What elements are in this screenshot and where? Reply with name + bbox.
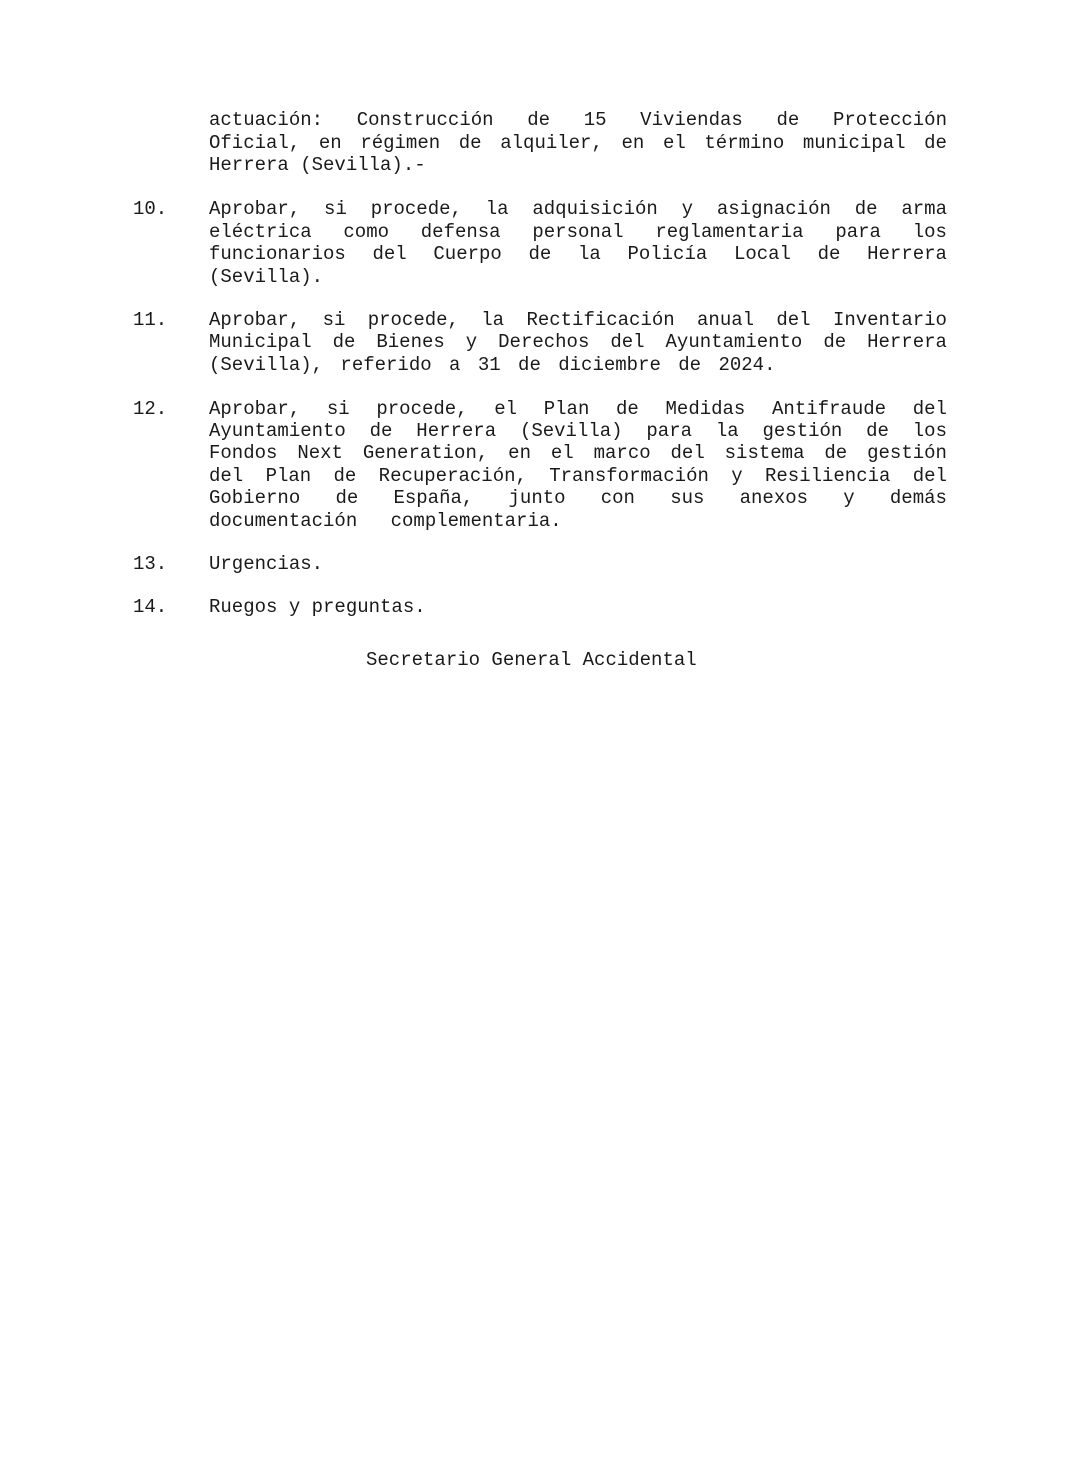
word: Oficial, (209, 132, 301, 154)
word: anexos (739, 487, 809, 509)
word: Generation, (362, 442, 489, 464)
word: Municipal (209, 331, 312, 353)
word: y (465, 331, 478, 353)
word: la (481, 309, 505, 331)
word: del (209, 465, 244, 487)
word: como (343, 221, 389, 243)
word: gestión (867, 442, 947, 464)
word: marco (593, 442, 651, 464)
word: en (621, 132, 645, 154)
word: y (843, 487, 855, 509)
item-number-11: 11. (133, 309, 168, 331)
word: eléctrica (209, 221, 312, 243)
word: procede, (376, 398, 468, 420)
word: Plan (543, 398, 590, 420)
word: Herrera (416, 420, 497, 442)
continuation-line-3: Herrera (Sevilla).- (209, 154, 426, 176)
word: defensa (420, 221, 501, 243)
word: 15 (583, 109, 607, 131)
word: los (912, 420, 947, 442)
word: Inventario (832, 309, 947, 331)
word: si (322, 309, 346, 331)
item-11-line-3: (Sevilla), referido a 31 de diciembre de 2024. (209, 354, 776, 376)
word: arma (901, 198, 947, 220)
item-number-14: 14. (133, 596, 168, 618)
item-12-line-4 (209, 465, 947, 487)
item-number-13: 13. (133, 553, 168, 575)
item-14-line-1: Ruegos y preguntas. (209, 596, 426, 618)
word: para (646, 420, 693, 442)
word: para (835, 221, 881, 243)
word: Resiliencia (764, 465, 891, 487)
word: Herrera (867, 243, 947, 265)
word: término (704, 132, 785, 154)
word: de (527, 109, 551, 131)
word: Aprobar, (209, 309, 301, 331)
word: de (924, 132, 947, 154)
word: Cuerpo (433, 243, 502, 265)
word: Transformación (549, 465, 709, 487)
item-10-line-3 (209, 243, 947, 265)
word: la (485, 198, 509, 220)
item-13-line-1: Urgencias. (209, 553, 324, 575)
item-12-line-6: documentación complementaria. (209, 510, 562, 532)
word: Gobierno (209, 487, 301, 509)
word: de (458, 132, 482, 154)
word: Protección (832, 109, 947, 131)
word: adquisición (532, 198, 658, 220)
word: Plan (265, 465, 312, 487)
word: procede, (370, 198, 462, 220)
item-12-line-3 (209, 442, 947, 464)
word: procede, (367, 309, 459, 331)
word: Herrera (867, 331, 947, 353)
word: Bienes (376, 331, 445, 353)
word: sistema (724, 442, 805, 464)
word: Antifraude (772, 398, 887, 420)
word: Viviendas (640, 109, 743, 131)
word: de (866, 420, 889, 442)
word: los (912, 221, 947, 243)
word: España, (393, 487, 474, 509)
word: de (817, 243, 841, 265)
word: Rectificación (526, 309, 675, 331)
word: Next (297, 442, 343, 464)
word: y (681, 198, 694, 220)
word: sus (670, 487, 705, 509)
word: del (912, 465, 947, 487)
word: la (577, 243, 601, 265)
word: alquiler, (500, 132, 603, 154)
word: de (824, 442, 848, 464)
item-number-12: 12. (133, 398, 168, 420)
word: del (372, 243, 407, 265)
word: el (550, 442, 574, 464)
word: en (508, 442, 531, 464)
word: Fondos (209, 442, 278, 464)
word: Ayuntamiento (209, 420, 346, 442)
word: de (854, 198, 878, 220)
word: Local (733, 243, 791, 265)
item-11-line-1 (209, 309, 947, 331)
word: (Sevilla) (519, 420, 623, 442)
continuation-line-2 (209, 132, 947, 154)
item-11-line-2 (209, 331, 947, 353)
item-12-line-1 (209, 398, 947, 420)
word: Ayuntamiento (665, 331, 803, 353)
word: del (912, 398, 947, 420)
word: Medidas (665, 398, 746, 420)
word: Construcción (356, 109, 494, 131)
word: de (333, 465, 357, 487)
word: del (776, 309, 811, 331)
word: del (610, 331, 645, 353)
word: el (662, 132, 686, 154)
word: de (616, 398, 639, 420)
word: de (528, 243, 552, 265)
item-12-line-2 (209, 420, 947, 442)
word: Recuperación, (378, 465, 527, 487)
word: asignación (716, 198, 831, 220)
word: Policía (627, 243, 708, 265)
word: y (731, 465, 743, 487)
word: actuación: (209, 109, 324, 131)
word: la (715, 420, 739, 442)
word: el (494, 398, 518, 420)
word: reglamentaria (655, 221, 804, 243)
item-12-line-5 (209, 487, 947, 509)
word: Derechos (498, 331, 590, 353)
continuation-line-1 (209, 109, 947, 131)
word: de (332, 331, 356, 353)
word: si (324, 198, 347, 220)
word: del (670, 442, 705, 464)
word: en (318, 132, 342, 154)
word: de (776, 109, 800, 131)
item-number-10: 10. (133, 198, 168, 220)
word: con (600, 487, 635, 509)
word: gestión (762, 420, 843, 442)
word: de (335, 487, 359, 509)
word: municipal (802, 132, 906, 154)
word: personal (532, 221, 624, 243)
item-10-line-2 (209, 221, 947, 243)
word: si (326, 398, 350, 420)
word: anual (697, 309, 755, 331)
word: Aprobar, (209, 198, 301, 220)
word: Aprobar, (209, 398, 301, 420)
item-10-line-1 (209, 198, 947, 220)
word: junto (508, 487, 566, 509)
signature-title: Secretario General Accidental (366, 649, 697, 671)
word: demás (889, 487, 947, 509)
word: funcionarios (209, 243, 346, 265)
word: de (369, 420, 393, 442)
word: de (823, 331, 847, 353)
item-10-line-4: (Sevilla). (209, 266, 324, 288)
word: régimen (360, 132, 441, 154)
